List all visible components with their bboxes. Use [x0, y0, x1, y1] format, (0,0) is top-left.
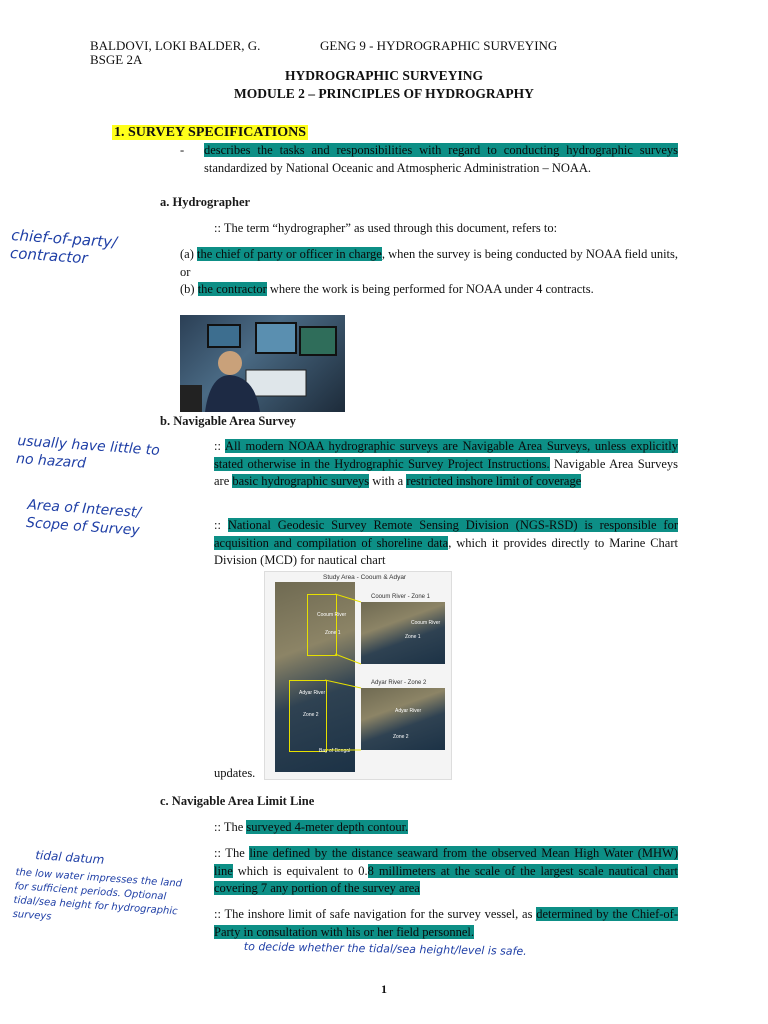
annotation-safe-level: to decide whether the tidal/sea height/level is safe.	[243, 939, 527, 958]
hydrographer-photo	[180, 315, 345, 412]
hydrographer-at-workstation-image	[180, 315, 345, 412]
map-label-cooum: Cooum River	[317, 612, 347, 618]
inset-label-cooum: Cooum River	[411, 620, 441, 626]
header-section: BSGE 2A	[90, 52, 143, 67]
header-author: BALDOVI, LOKI BALDER, G.	[90, 38, 261, 53]
hydrographer-item-a: (a) the chief of party or officer in charge, when the survey is being conducted by NOAA field units, or	[180, 247, 678, 279]
hydrographer-heading: a. Hydrographer	[160, 195, 251, 209]
annotation-chief-of-party: chief-of-party/ contractor	[9, 226, 118, 268]
updates-text: updates.	[214, 766, 256, 780]
inset-label-zone-1: Zone 1	[405, 634, 421, 640]
zone-1-inset-title: Cooum River - Zone 1	[371, 594, 431, 600]
page-number: 1	[381, 982, 387, 996]
hydrographer-item-b: (b) the contractor where the work is being performed for NOAA under 4 contracts.	[180, 282, 594, 296]
study-area-map-figure	[264, 571, 452, 780]
annotation-tidal-datum: tidal datum	[34, 847, 105, 867]
navigable-area-survey-paragraph-1: :: All modern NOAA hydrographic surveys are Navigable Area Surveys, unless explicitly stated otherwise in the Hydrographic Survey Project Instructions. Navigable Area Surveys are basic hydrographic surveys with a restricted inshore limit of coverage	[214, 439, 678, 488]
map-label-zone-1: Zone 1	[325, 630, 341, 636]
navigable-area-survey-heading: b. Navigable Area Survey	[160, 414, 296, 428]
survey-specifications-description: describes the tasks and responsibilities with regard to conducting hydrographic surveys standardized by National Oceanic and Atmospheric Administration – NOAA.	[204, 143, 678, 175]
map-label-bay: Bay of Bengal	[319, 748, 351, 754]
navigable-area-survey-paragraph-2: :: National Geodesic Survey Remote Sensing Division (NGS-RSD) is responsible for acquisition and compilation of shoreline data, which it provides directly to Marine Chart Division (MCD) for nautical chart	[214, 518, 678, 567]
limit-line-paragraph-1: :: The surveyed 4-meter depth contour.	[214, 820, 409, 834]
inset-label-zone-2: Zone 2	[393, 734, 409, 740]
zone-2-inset-title: Adyar River - Zone 2	[371, 680, 427, 686]
survey-specifications-heading: 1. SURVEY SPECIFICATIONS	[114, 125, 307, 140]
annotation-low-water: the low water impresses the land for sufficient periods. Optional tidal/sea height for hydrographic surveys	[12, 866, 183, 923]
header-course: GENG 9 - HYDROGRAPHIC SURVEYING	[320, 38, 558, 53]
map-label-zone-2: Zone 2	[303, 712, 319, 718]
annotation-little-hazard: usually have little to no hazard	[15, 432, 161, 472]
inset-label-adyar: Adyar River	[395, 708, 422, 714]
navigable-area-limit-line-heading: c. Navigable Area Limit Line	[160, 794, 315, 808]
dash-bullet: -	[180, 143, 185, 157]
module-title: MODULE 2 – PRINCIPLES OF HYDROGRAPHY	[234, 86, 534, 101]
limit-line-paragraph-3: :: The inshore limit of safe navigation for the survey vessel, as determined by the Chief-of-Party in consultation with his or her field personnel.	[214, 907, 678, 939]
map-label-adyar: Adyar River	[299, 690, 326, 696]
annotation-area-of-interest: Area of Interest/ Scope of Survey	[25, 496, 142, 539]
hydrographer-intro: :: The term “hydrographer” as used through this document, refers to:	[214, 221, 558, 235]
map-connector-lines	[265, 572, 451, 779]
study-area-map-title: Study Area - Cooum & Adyar	[323, 574, 407, 581]
section-heading	[112, 123, 308, 141]
document-title: HYDROGRAPHIC SURVEYING	[285, 68, 483, 83]
limit-line-paragraph-2: :: The line defined by the distance seaward from the observed Mean High Water (MHW) line which is equivalent to 0.8 millimeters at the scale of the largest scale nautical chart covering 7 any portion of the survey area	[214, 846, 678, 895]
